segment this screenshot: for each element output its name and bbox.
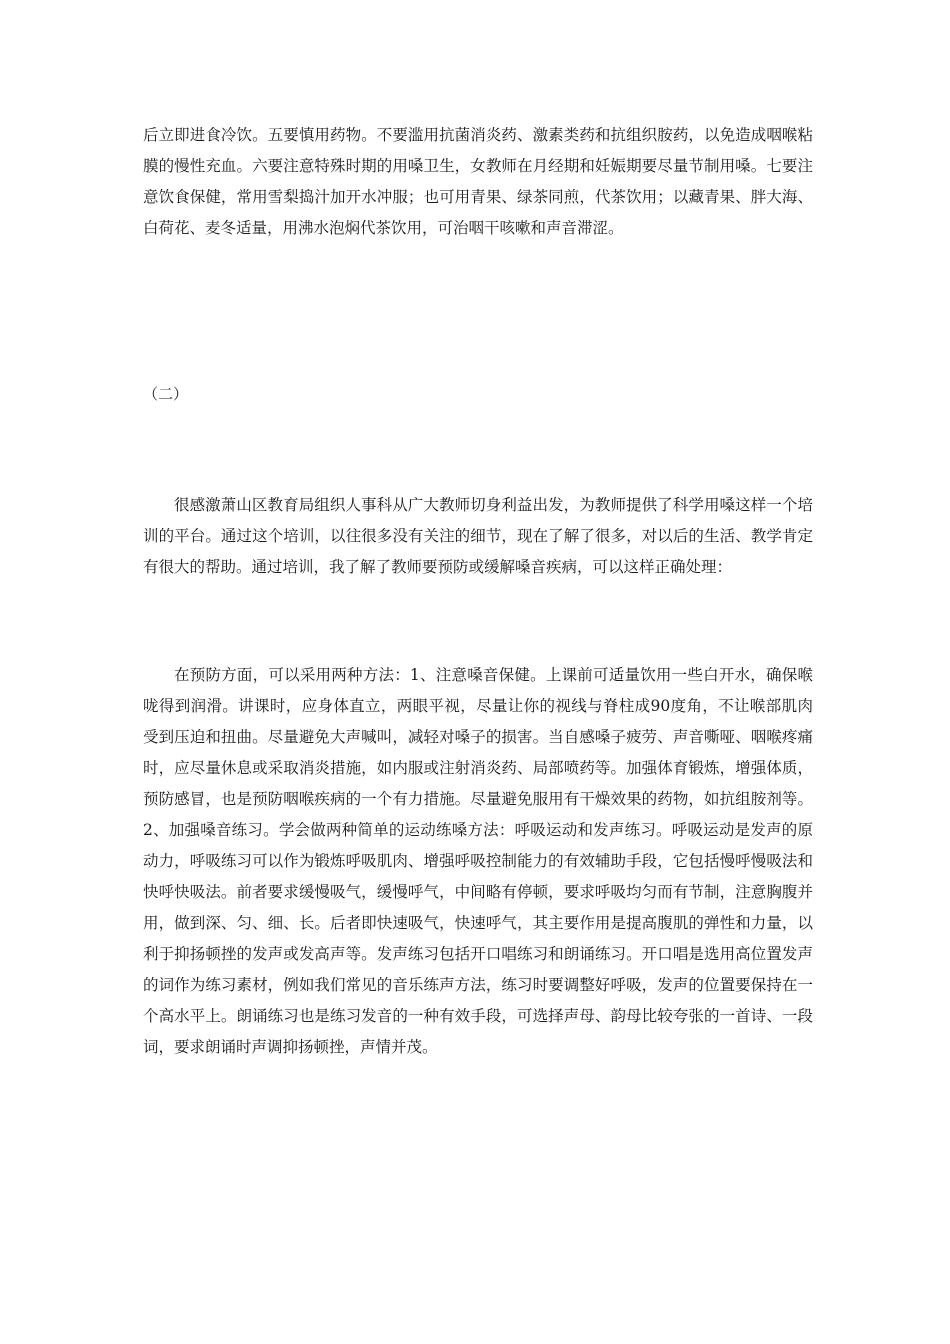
body-paragraph-voice-care-tips: 后立即进食冷饮。五要慎用药物。不要滥用抗菌消炎药、激素类药和抗组织胺药，以免造成咽喉粘膜的慢性充血。六要注意特殊时期的用嗓卫生，女教师在月经期和妊娠期要尽量节制用嗓。七要注意饮食保健，常用雪梨捣汁加开水冲服；也可用青果、绿茶同煎，代茶饮用；以藏青果、胖大海、白荷花、麦冬适量，用沸水泡焖代茶饮用，可治咽干咳嗽和声音滞涩。 xyxy=(143,126,813,237)
body-paragraph-training-gratitude: 很感激萧山区教育局组织人事科从广大教师切身利益出发，为教师提供了科学用嗓这样一个培训的平台。通过这个培训，以往很多没有关注的细节，现在了解了很多，对以后的生活、教学肯定有很大的帮助。通过培训，我了解了教师要预防或缓解嗓音疾病，可以这样正确处理： xyxy=(143,496,813,576)
body-paragraph-prevention-methods: 在预防方面，可以采用两种方法：1、注意嗓音保健。上课前可适量饮用一些白开水，确保喉咙得到润滑。讲课时，应身体直立，两眼平视，尽量让你的视线与脊柱成90度角，不让喉部肌肉受到压迫和扭曲。尽量避免大声喊叫，减轻对嗓子的损害。当自感嗓子疲劳、声音嘶哑、咽喉疼痛时，应尽量休息或采取消炎措施，如内服或注射消炎药、局部喷药等。加强体育锻炼，增强体质，预防感冒，也是预防咽喉疾病的一个有力措施。尽量避免服用有干燥效果的药物，如抗组胺剂等。2、加强嗓音练习。学会做两种简单的运动练嗓方法：呼吸运动和发声练习。呼吸运动是发声的原动力，呼吸练习可以作为锻炼呼吸肌肉、增强呼吸控制能力的有效辅助手段，它包括慢呼慢吸法和快呼快吸法。前者要求缓慢吸气，缓慢呼气，中间略有停顿，要求呼吸均匀而有节制，注意胸腹并用，做到深、匀、细、长。后者即快速吸气，快速呼气，其主要作用是提高腹肌的弹性和力量，以利于抑扬顿挫的发声或发高声等。发声练习包括开口唱练习和朗诵练习。开口唱是选用高位置发声的词作为练习素材，例如我们常见的音乐练声方法，练习时要调整好呼吸，发声的位置要保持在一个高水平上。朗诵练习也是练习发音的一种有效手段，可选择声母、韵母比较夸张的一首诗、一段词，要求朗诵时声调抑扬顿挫，声情并茂。 xyxy=(143,666,813,1056)
section-heading: （二） xyxy=(143,385,189,403)
